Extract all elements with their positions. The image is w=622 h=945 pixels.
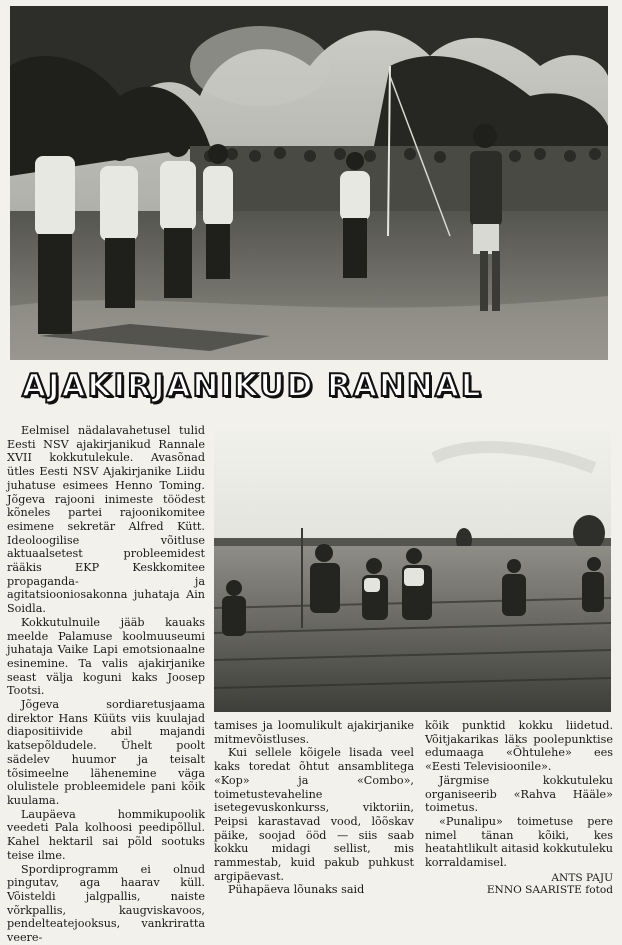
- paragraph: «Punalipu» toimetuse pere nimel tänan kõiki, kes heatahtlikult aitasid kokkutuleku korraldamisel.: [425, 814, 613, 870]
- article-column-1: [7, 424, 205, 945]
- paragraph: Laupäeva hommikupoolik veedeti Pala kolhoosi peedipõllul. Kahel hektaril sai põld sootuks teise ilme.: [7, 807, 205, 862]
- article-column-3: [425, 719, 613, 909]
- byline-photos: ENNO SAARISTE fotod: [486, 884, 613, 897]
- paragraph: Järgmise kokkutuleku organiseerib «Rahva Hääle» toimetus.: [425, 773, 613, 815]
- article-headline: AJAKIRJANIKUD RANNAL: [22, 368, 483, 404]
- paragraph: Eelmisel nädalavahetusel tulid Eesti NSV ajakirjanikud Rannale XVII kokkutulekule. Avasõnad ütles Eesti NSV Ajakirjanike Liidu juhatuse esimees Henno Toming. Jõgeva rajooni inimeste töödest kõneles partei rajoonikomitee esimene sekretär Alfred Kütt. Ideoloogilise võitluse aktuaalsetest probleemidest rääkis EKP Keskkomitee propaganda- ja agitatsiooniosakonna juhataja Ain Soidla.: [7, 424, 205, 616]
- photo-beet-field: [214, 428, 611, 712]
- paragraph: kõik punktid kokku liidetud. Võitjakarikas läks poolepunktise edumaaga «Õhtulehe» ees «Eesti Televisioonile».: [425, 719, 613, 774]
- photo-beet-field-image: [214, 428, 611, 712]
- article-column-2: [214, 719, 414, 909]
- paragraph: tamises ja loomulikult ajakirjanike mitmevõistluses.: [214, 719, 414, 746]
- photo-crowd-gathering-image: [10, 6, 608, 360]
- photo-crowd-gathering: [10, 6, 608, 360]
- byline-author: ANTS PAJU: [551, 871, 613, 884]
- paragraph: Spordiprogramm ei olnud pingutav, aga haarav küll. Võisteldi jalgpallis, naiste võrkpallis, kaugviskavoos, pendelteatejooksus, vankriratta veere-: [7, 862, 205, 945]
- paragraph: Kui sellele kõigele lisada veel kaks toredat õhtut ansamblitega «Kop» ja «Combo», toimetustevaheline isetegevuskonkurss, viktoriin, Peipsi karastavad vood, lõõskav päike, soojad ööd — siis saab kokku midagi sellist, mis rammestab, kuid pakub puhkust argipäevast.: [214, 746, 414, 883]
- paragraph: Pühapäeva lõunaks said: [228, 883, 365, 897]
- paragraph: Kokkutulnuile jääb kauaks meelde Palamuse koolmuuseumi juhataja Vaike Lapi emotsionaalne esinemine. Ta valis ajakirjanike seast välja koguni kaks Joosep Tootsi.: [7, 615, 205, 698]
- paragraph: Jõgeva sordiaretusjaama direktor Hans Küüts viis kuulajad diapositiivide abil majandi katsepõldudele. Ühelt poolt sädelev huumor ja teisalt tõsimeelne lähenemine väga olulistele probleemidele pani kõik kuulama.: [7, 698, 205, 807]
